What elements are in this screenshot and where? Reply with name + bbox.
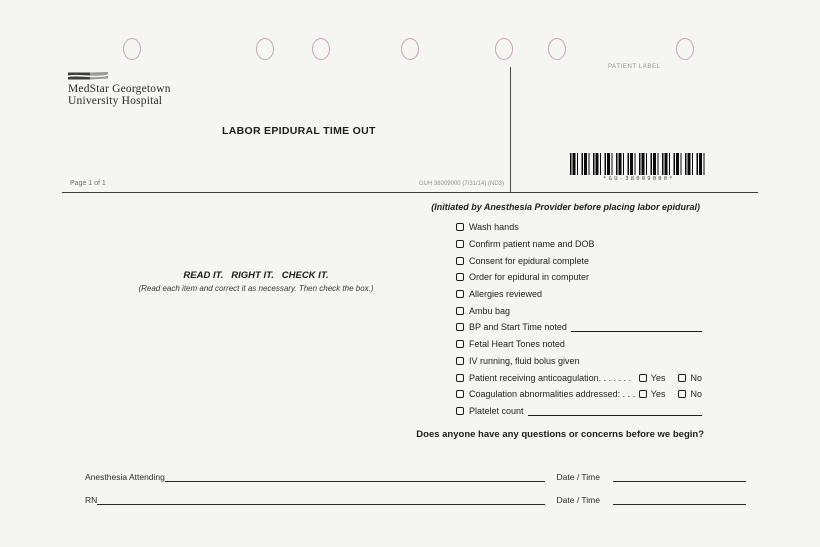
checklist-item <box>456 219 702 236</box>
checklist-item <box>456 252 702 269</box>
header-rule <box>62 192 758 193</box>
checklist-item-label: Coagulation abnormalities addressed: <box>469 389 621 400</box>
checklist-item-label: Platelet count <box>469 405 524 416</box>
barcode-icon <box>570 153 708 175</box>
patient-label-text: PATIENT LABEL <box>608 64 661 70</box>
rn-signature-line[interactable] <box>97 492 544 505</box>
checklist-item <box>456 386 702 403</box>
hospital-logo <box>68 70 208 107</box>
yes-checkbox[interactable] <box>639 374 647 382</box>
header-vertical-divider <box>510 67 511 193</box>
write-in-line[interactable] <box>528 406 702 416</box>
signature-row-rn <box>85 491 746 505</box>
barcode-block <box>570 153 708 182</box>
initiated-by-heading: (Initiated by Anesthesia Provider before placing labor epidural) <box>431 202 700 212</box>
checkbox[interactable] <box>456 323 464 331</box>
yes-checkbox[interactable] <box>639 390 647 398</box>
no-checkbox[interactable] <box>678 390 686 398</box>
checklist-item <box>456 403 702 420</box>
dot-leader: . . . . . . . <box>598 372 632 383</box>
no-option <box>678 373 702 383</box>
yes-option <box>639 389 666 399</box>
write-in-line[interactable] <box>571 322 702 332</box>
checkbox[interactable] <box>456 223 464 231</box>
dot-leader: . . . <box>620 389 636 400</box>
signature-row-attending <box>85 468 746 482</box>
yes-label: Yes <box>650 389 666 400</box>
checkbox[interactable] <box>456 407 464 415</box>
checkbox[interactable] <box>456 390 464 398</box>
form-title: LABOR EPIDURAL TIME OUT <box>222 125 376 137</box>
punch-hole <box>312 38 330 60</box>
signature-section <box>85 468 746 514</box>
medstar-swoosh-icon <box>68 70 108 82</box>
form-number: GUH 38009000 (7/31/14) (ND3) <box>418 181 504 187</box>
no-option <box>678 389 702 399</box>
checklist-item-label: Confirm patient name and DOB <box>469 239 595 250</box>
checklist-item-label: Wash hands <box>469 222 519 233</box>
rn-date-line[interactable] <box>613 492 746 505</box>
punch-hole <box>256 38 274 60</box>
hospital-name-line1: MedStar Georgetown <box>68 83 171 95</box>
checklist-item <box>456 336 702 353</box>
rn-label: RN <box>85 495 98 505</box>
checklist-item <box>456 369 702 386</box>
punch-hole <box>676 38 694 60</box>
checkbox[interactable] <box>456 257 464 265</box>
read-it-heading: READ IT. RIGHT IT. CHECK IT. <box>183 270 329 281</box>
checkbox[interactable] <box>456 307 464 315</box>
punch-hole <box>401 38 419 60</box>
yes-label: Yes <box>650 372 666 383</box>
checklist-item-label: Patient receiving anticoagulation <box>469 372 599 383</box>
checklist <box>456 219 702 419</box>
checkbox[interactable] <box>456 290 464 298</box>
read-it-block <box>110 270 402 293</box>
punch-hole <box>123 38 141 60</box>
checklist-item-label: Order for epidural in computer <box>469 272 590 283</box>
closing-question: Does anyone have any questions or concerns before we begin? <box>416 429 704 440</box>
attending-signature-line[interactable] <box>165 469 545 482</box>
page-number: Page 1 of 1 <box>70 180 106 187</box>
checklist-item-label: Allergies reviewed <box>469 289 543 300</box>
checkbox[interactable] <box>456 357 464 365</box>
checkbox[interactable] <box>456 273 464 281</box>
attending-date-line[interactable] <box>613 469 746 482</box>
checklist-item <box>456 269 702 286</box>
checklist-item <box>456 236 702 253</box>
no-checkbox[interactable] <box>678 374 686 382</box>
attending-date-label: Date / Time <box>556 472 600 482</box>
rn-date-label: Date / Time <box>556 495 600 505</box>
checklist-item-label: IV running, fluid bolus given <box>469 355 580 366</box>
checklist-item-label: BP and Start Time noted <box>469 322 567 333</box>
checklist-item-label: Ambu bag <box>469 305 511 316</box>
checklist-item <box>456 319 702 336</box>
no-label: No <box>690 372 702 383</box>
yes-option <box>639 373 666 383</box>
checkbox[interactable] <box>456 240 464 248</box>
attending-label: Anesthesia Attending <box>85 472 165 482</box>
checklist-item <box>456 353 702 370</box>
checkbox[interactable] <box>456 340 464 348</box>
checklist-item <box>456 302 702 319</box>
checklist-item-label: Fetal Heart Tones noted <box>469 339 565 350</box>
hospital-name-line2: University Hospital <box>68 94 163 107</box>
barcode-text: *GU-38009000* <box>603 176 675 182</box>
checklist-item <box>456 286 702 303</box>
no-label: No <box>690 389 702 400</box>
checklist-item-label: Consent for epidural complete <box>469 255 590 266</box>
read-it-subtext: (Read each item and correct it as necessary. Then check the box.) <box>138 284 374 293</box>
punch-hole <box>495 38 513 60</box>
punch-hole <box>548 38 566 60</box>
checkbox[interactable] <box>456 374 464 382</box>
